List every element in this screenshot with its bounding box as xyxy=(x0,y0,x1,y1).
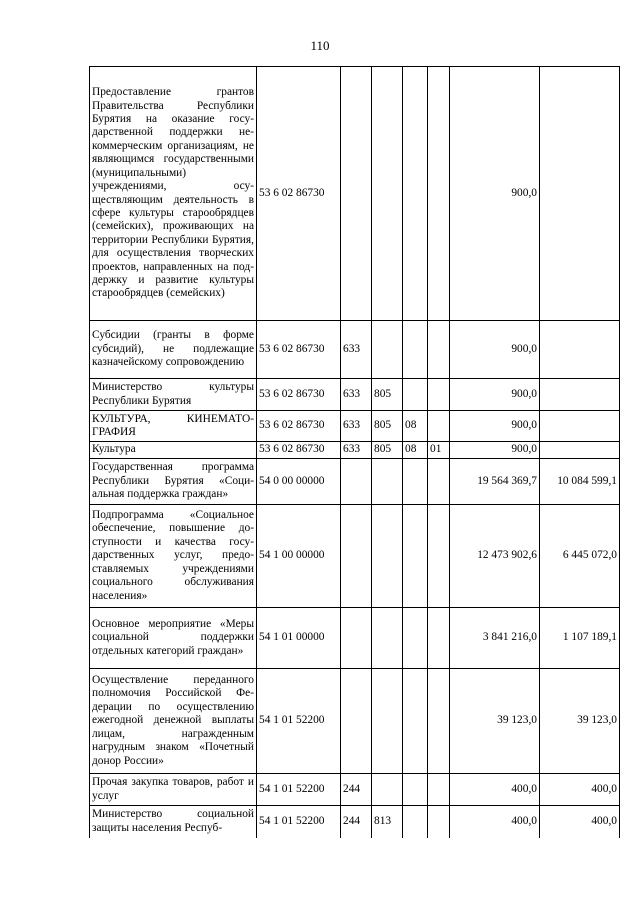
row-name: КУЛЬТУРА, КИНЕМАТОГРАФИЯ xyxy=(90,411,257,442)
row-name: Подпрограмма «Социальное обеспечение, повышение доступности и качества государственных услуг, предоставляемых учреждениями социального обслуживания населения» xyxy=(90,505,257,608)
row-pr xyxy=(428,669,450,774)
row-sum-1: 400,0 xyxy=(450,806,540,838)
row-vr: 633 xyxy=(341,411,372,442)
row-rz xyxy=(403,321,428,379)
row-code: 54 1 01 00000 xyxy=(257,608,341,669)
row-vr: 633 xyxy=(341,321,372,379)
row-pr xyxy=(428,411,450,442)
row-rz: 08 xyxy=(403,411,428,442)
row-vr xyxy=(341,608,372,669)
table-row xyxy=(90,608,620,669)
table-row xyxy=(90,67,620,321)
row-sum-2 xyxy=(540,379,620,411)
row-grbs xyxy=(372,67,403,321)
row-vr xyxy=(341,669,372,774)
row-name: Субсидии (гранты в форме субсидий), не подлежащие казначейскому сопровождению xyxy=(90,321,257,379)
row-pr xyxy=(428,505,450,608)
row-code: 53 6 02 86730 xyxy=(257,442,341,459)
row-grbs xyxy=(372,505,403,608)
row-vr xyxy=(341,67,372,321)
table-row xyxy=(90,379,620,411)
row-code: 54 0 00 00000 xyxy=(257,459,341,505)
row-code: 53 6 02 86730 xyxy=(257,411,341,442)
row-sum-2 xyxy=(540,442,620,459)
row-pr xyxy=(428,608,450,669)
row-sum-1: 900,0 xyxy=(450,67,540,321)
row-name: Основное мероприятие «Меры социальной поддержки отдельных категорий граждан» xyxy=(90,608,257,669)
row-rz xyxy=(403,806,428,838)
row-sum-1: 3 841 216,0 xyxy=(450,608,540,669)
row-sum-1: 900,0 xyxy=(450,411,540,442)
row-rz xyxy=(403,669,428,774)
row-grbs: 805 xyxy=(372,379,403,411)
row-pr xyxy=(428,459,450,505)
row-sum-2 xyxy=(540,321,620,379)
row-grbs: 805 xyxy=(372,411,403,442)
row-vr xyxy=(341,459,372,505)
row-name: Осуществление переданного полномочия Российской Федерации по осуществлению ежегодной денежной выплаты лицам, награжденным нагрудным знаком «Почетный донор России» xyxy=(90,669,257,774)
table-row xyxy=(90,459,620,505)
row-sum-2 xyxy=(540,411,620,442)
row-sum-2: 6 445 072,0 xyxy=(540,505,620,608)
row-grbs xyxy=(372,608,403,669)
row-grbs xyxy=(372,774,403,806)
page-number: 110 xyxy=(310,38,330,53)
row-pr xyxy=(428,806,450,838)
row-rz xyxy=(403,608,428,669)
row-rz: 08 xyxy=(403,442,428,459)
table-row xyxy=(90,669,620,774)
row-pr xyxy=(428,67,450,321)
row-sum-1: 400,0 xyxy=(450,774,540,806)
row-code: 53 6 02 86730 xyxy=(257,321,341,379)
row-vr: 244 xyxy=(341,774,372,806)
budget-table xyxy=(89,66,620,838)
row-vr: 244 xyxy=(341,806,372,838)
row-sum-1: 900,0 xyxy=(450,379,540,411)
row-pr xyxy=(428,321,450,379)
row-sum-2: 10 084 599,1 xyxy=(540,459,620,505)
row-name: Культура xyxy=(90,442,257,459)
row-name: Министерство социальной защиты населения Респуб- xyxy=(90,806,257,838)
table-row xyxy=(90,442,620,459)
row-grbs xyxy=(372,669,403,774)
table-row xyxy=(90,774,620,806)
row-vr: 633 xyxy=(341,442,372,459)
row-sum-1: 900,0 xyxy=(450,321,540,379)
row-name: Предоставление грантов Правительства Республики Бурятия на оказание государственной поддержки некоммерческим организациям, не являющимся государственными (муниципальными) учреждениями, осуществляющим деятельность в сфере культуры старообрядцев (семейских), проживающих на территории Республики Бурятия, для осуществления творческих проектов, направленных на поддержку и развитие культуры старообрядцев (семейских) xyxy=(90,67,257,321)
row-code: 54 1 01 52200 xyxy=(257,806,341,838)
row-sum-2: 1 107 189,1 xyxy=(540,608,620,669)
row-sum-1: 39 123,0 xyxy=(450,669,540,774)
row-sum-2 xyxy=(540,67,620,321)
row-rz xyxy=(403,505,428,608)
row-sum-1: 12 473 902,6 xyxy=(450,505,540,608)
row-code: 54 1 01 52200 xyxy=(257,669,341,774)
table-row xyxy=(90,806,620,838)
row-name: Прочая закупка товаров, работ и услуг xyxy=(90,774,257,806)
row-vr: 633 xyxy=(341,379,372,411)
table-row xyxy=(90,411,620,442)
row-grbs xyxy=(372,321,403,379)
row-grbs: 805 xyxy=(372,442,403,459)
row-rz xyxy=(403,459,428,505)
row-code: 54 1 01 52200 xyxy=(257,774,341,806)
row-pr xyxy=(428,379,450,411)
table-row xyxy=(90,321,620,379)
row-pr xyxy=(428,774,450,806)
row-name: Министерство культуры Республики Бурятия xyxy=(90,379,257,411)
row-code: 54 1 00 00000 xyxy=(257,505,341,608)
row-sum-2: 400,0 xyxy=(540,774,620,806)
row-code: 53 6 02 86730 xyxy=(257,379,341,411)
row-rz xyxy=(403,774,428,806)
table-row xyxy=(90,505,620,608)
row-name: Государственная программа Республики Бурятия «Социальная поддержка граждан» xyxy=(90,459,257,505)
row-rz xyxy=(403,67,428,321)
row-sum-2: 400,0 xyxy=(540,806,620,838)
row-sum-2: 39 123,0 xyxy=(540,669,620,774)
row-sum-1: 19 564 369,7 xyxy=(450,459,540,505)
row-rz xyxy=(403,379,428,411)
row-grbs xyxy=(372,459,403,505)
row-grbs: 813 xyxy=(372,806,403,838)
row-pr: 01 xyxy=(428,442,450,459)
row-sum-1: 900,0 xyxy=(450,442,540,459)
row-vr xyxy=(341,505,372,608)
row-code: 53 6 02 86730 xyxy=(257,67,341,321)
